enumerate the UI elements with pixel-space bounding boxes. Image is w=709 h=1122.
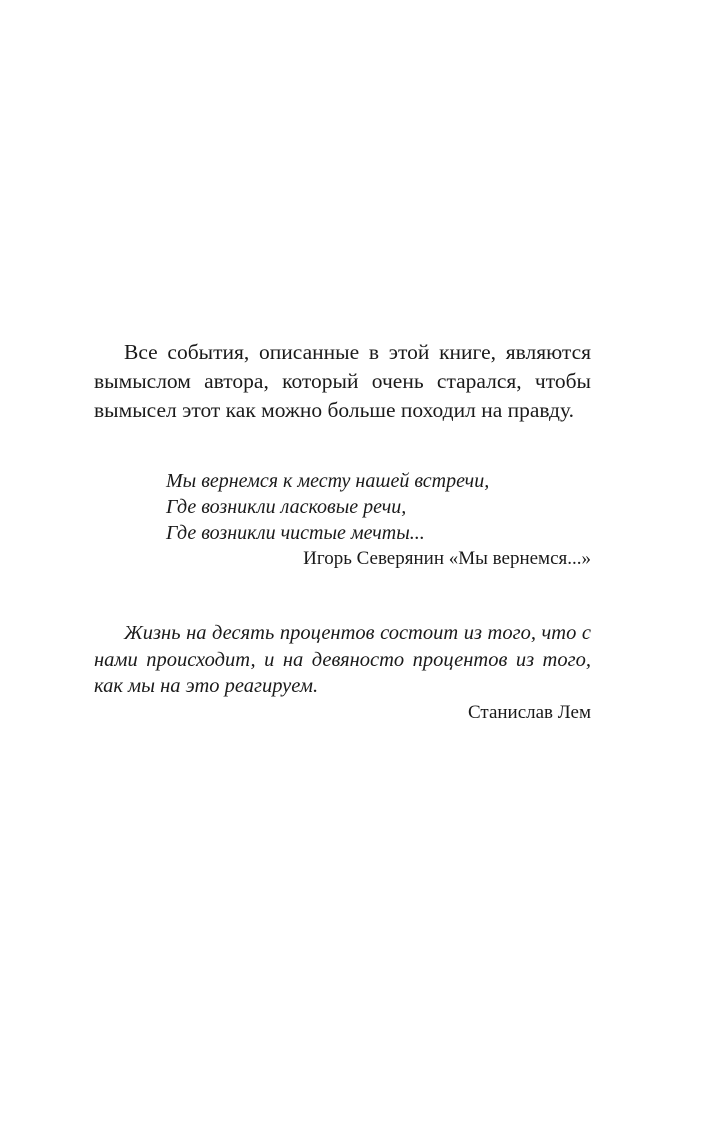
quote-text: Жизнь на десять процентов состоит из того, что с нами происходит, и на девяносто процентов из того, как мы на это реагируем.	[94, 622, 591, 697]
disclaimer-text: Все события, описанные в этой книге, являются вымыслом автора, который очень старался, чтобы вымысел этот как можно больше походил на правду.	[94, 340, 591, 422]
poem-epigraph	[166, 468, 591, 572]
quote-attribution: Станислав Лем	[467, 701, 591, 723]
poem-line: Мы вернемся к месту нашей встречи,	[166, 470, 490, 492]
poem-attribution: Игорь Северянин «Мы вернемся...»	[303, 548, 591, 569]
poem-line: Где возникли чистые мечты...	[166, 522, 425, 544]
quote-epigraph	[94, 620, 591, 726]
disclaimer-block	[94, 338, 591, 425]
poem-line: Где возникли ласковые речи,	[166, 496, 407, 518]
